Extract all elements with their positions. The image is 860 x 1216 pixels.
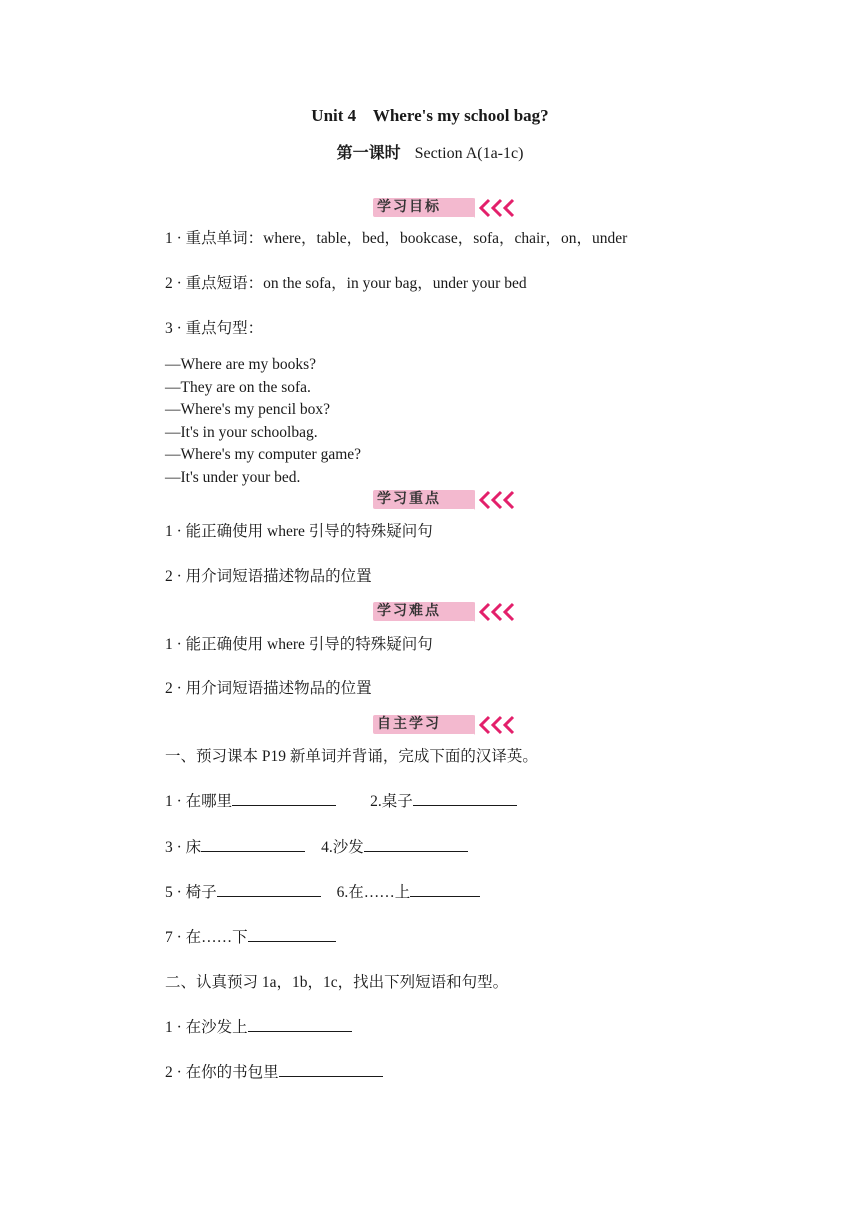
badge-self-study	[373, 714, 523, 736]
dialog-line: —It's under your bed.	[165, 468, 301, 486]
difficulty-item: 2 · 用介词短语描述物品的位置	[165, 680, 372, 697]
badge-key-points	[373, 489, 523, 511]
key-point-item: 1 · 能正确使用 where 引导的特殊疑问句	[165, 523, 433, 540]
exercise-prompt: 1 · 在沙发上	[165, 1019, 248, 1036]
exercise-row	[165, 791, 517, 813]
page-title: Unit 4 Where's my school bag?	[311, 106, 549, 125]
answer-blank[interactable]	[410, 882, 480, 897]
part2-heading: 二、认真预习 1a，1b，1c，找出下列短语和句型。	[165, 974, 509, 991]
goal-words: 1 · 重点单词：where，table，bed，bookcase，sofa，chair，on，under	[165, 230, 628, 247]
answer-blank[interactable]	[248, 927, 336, 942]
goal-sentences: 3 · 重点句型：	[165, 320, 264, 337]
subtitle-lesson: 第一课时	[336, 145, 401, 162]
dialog-line: —It's in your schoolbag.	[165, 423, 318, 441]
exercise-prompt: 3 · 床	[165, 839, 202, 856]
badge-label: 学习目标	[373, 198, 475, 217]
exercise-row	[165, 1062, 383, 1084]
exercise-row	[165, 882, 480, 904]
badge-learning-goals	[373, 197, 523, 219]
exercise-prompt: 1 · 在哪里	[165, 793, 233, 810]
key-point-item: 2 · 用介词短语描述物品的位置	[165, 568, 372, 585]
exercise-row	[165, 837, 468, 859]
dialog-examples	[165, 354, 361, 490]
answer-blank[interactable]	[201, 837, 305, 852]
exercise-prompt: 5 · 椅子	[165, 884, 217, 901]
goal-phrases: 2 · 重点短语：on the sofa，in your bag，under your bed	[165, 275, 527, 292]
badge-difficulties	[373, 601, 523, 623]
page-subtitle	[0, 140, 860, 163]
exercise-row	[165, 1017, 352, 1039]
answer-blank[interactable]	[248, 1017, 352, 1032]
answer-blank[interactable]	[413, 791, 517, 806]
exercise-prompt: 2 · 在你的书包里	[165, 1064, 279, 1081]
subtitle-section: Section A(1a-1c)	[414, 145, 524, 162]
answer-blank[interactable]	[364, 837, 468, 852]
chevrons-icon	[373, 714, 523, 736]
dialog-line: —Where's my computer game?	[165, 446, 362, 464]
dialog-line: —They are on the sofa.	[165, 378, 311, 396]
part1-heading: 一、预习课本 P19 新单词并背诵，完成下面的汉译英。	[165, 748, 538, 765]
dialog-line: —Where are my books?	[165, 356, 317, 373]
exercise-prompt: 6.在……上	[336, 884, 411, 901]
exercise-row	[165, 927, 336, 949]
chevrons-icon	[373, 197, 523, 219]
badge-label: 学习难点	[373, 602, 475, 621]
answer-blank[interactable]	[279, 1062, 383, 1077]
difficulty-item: 1 · 能正确使用 where 引导的特殊疑问句	[165, 636, 433, 653]
exercise-prompt: 2.桌子	[370, 793, 413, 810]
chevrons-icon	[373, 489, 523, 511]
exercise-prompt: 4.沙发	[321, 839, 364, 856]
answer-blank[interactable]	[232, 791, 336, 806]
chevrons-icon	[373, 601, 523, 623]
answer-blank[interactable]	[217, 882, 321, 897]
badge-label: 学习重点	[373, 490, 475, 509]
exercise-prompt: 7 · 在……下	[165, 929, 248, 946]
dialog-line: —Where's my pencil box?	[165, 401, 331, 419]
badge-label: 自主学习	[373, 715, 475, 734]
